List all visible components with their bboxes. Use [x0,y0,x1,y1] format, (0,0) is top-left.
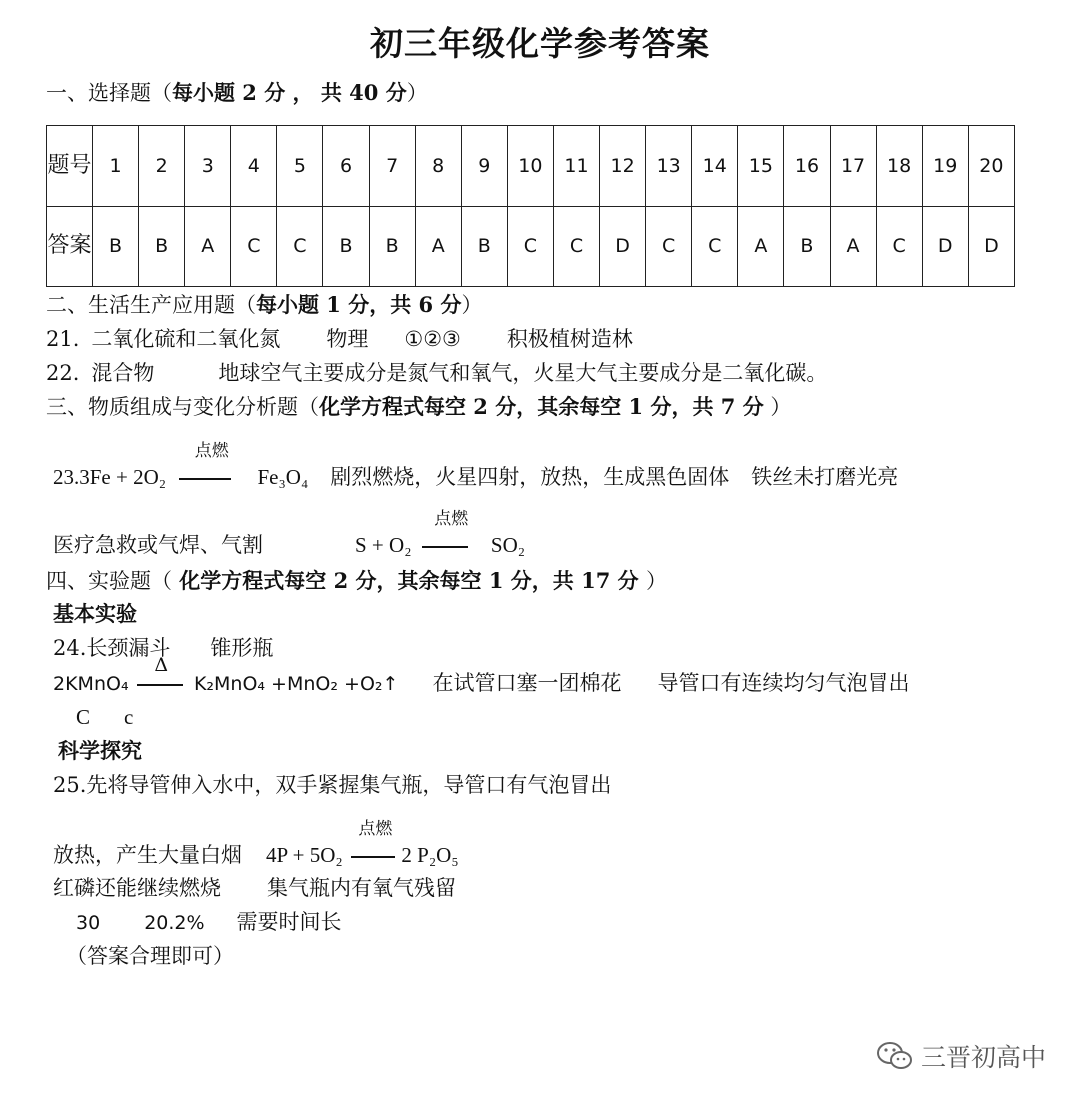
question-number-cell: 5 [277,126,323,207]
section3-heading: 三、物质组成与变化分析题（化学方程式每空 2 分，其余每空 1 分，共 7 分 ） [46,394,792,419]
question-number-cell: 20 [968,126,1014,207]
basic-experiment-heading: 基本实验 [53,601,137,626]
q24-line1: 24.长颈漏斗 锥形瓶 [53,636,274,660]
question-number-cell: 8 [415,126,461,207]
q23-line1: 23.3Fe + 2O₂ 点燃 Fe₃O₄ 剧烈燃烧，火星四射，放热，生成黑色固体 铁丝未打磨光亮 [53,441,899,489]
answer-cell: A [185,206,231,287]
watermark-text: 三晋初高中 [920,1043,1046,1072]
answer-header: 答案 [47,206,93,287]
answer-cell: C [507,206,553,287]
answer-cell: D [922,206,968,287]
question-number-cell: 6 [323,126,369,207]
q22-line: 22. 混合物 地球空气主要成分是氮气和氧气，火星大气主要成分是二氧化碳。 [46,361,828,385]
question-number-cell: 9 [461,126,507,207]
answer-cell: B [784,206,830,287]
question-number-cell: 13 [646,126,692,207]
question-number-cell: 18 [876,126,922,207]
question-number-cell: 15 [738,126,784,207]
question-number-header: 题号 [47,126,93,207]
question-number-cell: 16 [784,126,830,207]
answer-cell: C [646,206,692,287]
question-number-cell: 3 [185,126,231,207]
watermark [875,1038,1046,1074]
question-number-cell: 4 [231,126,277,207]
q24-line3: C c [76,705,134,729]
answer-cell: C [876,206,922,287]
answer-cell: C [553,206,599,287]
question-number-cell: 7 [369,126,415,207]
answer-cell: D [968,206,1014,287]
question-number-cell: 14 [692,126,738,207]
q21-line: 21. 二氧化硫和二氧化氮 物理 ①②③ 积极植树造林 [46,327,633,351]
page-title: 初三年级化学参考答案 [370,24,710,63]
answer-cell: A [830,206,876,287]
question-number-cell: 12 [600,126,646,207]
q25-line3: 红磷还能继续燃烧 集气瓶内有氧气残留 [53,876,456,900]
question-number-cell: 19 [922,126,968,207]
answer-cell: B [139,206,185,287]
answer-cell: A [738,206,784,287]
answer-cell: C [277,206,323,287]
answer-cell: D [600,206,646,287]
answer-cell: C [692,206,738,287]
answer-cell: B [369,206,415,287]
answer-cell: A [415,206,461,287]
answer-note: （答案合理即可） [66,944,234,968]
q24-line2: 2KMnO₄ Δ K₂MnO₄ +MnO₂ +O₂↑ 在试管口塞一团棉花 导管口有连续均匀气泡冒出 [53,654,910,695]
q23-line2: 医疗急救或气焊、气割 S + O₂ 点燃 SO₂ [53,509,526,557]
question-number-cell: 11 [553,126,599,207]
q25-line1: 25.先将导管伸入水中，双手紧握集气瓶，导管口有气泡冒出 [53,773,612,797]
table-row [47,126,1015,207]
wechat-icon [875,1039,915,1073]
answer-cell: B [93,206,139,287]
section4-heading: 四、实验题（ 化学方程式每空 2 分，其余每空 1 分，共 17 分 ） [46,568,667,593]
answer-table [46,125,1015,287]
section1-heading: 一、选择题（每小题 2 分 ， 共 40 分） [46,80,428,105]
section2-heading: 二、生活生产应用题（每小题 1 分，共 6 分） [46,292,483,317]
answer-cell: B [323,206,369,287]
question-number-cell: 1 [93,126,139,207]
answer-cell: C [231,206,277,287]
q25-line2: 放热，产生大量白烟 4P + 5O₂ 点燃 2 P₂O₅ [53,819,459,867]
table-row [47,206,1015,287]
question-number-cell: 10 [507,126,553,207]
science-inquiry-heading: 科学探究 [58,738,142,763]
q25-line4: 30 20.2% 需要时间长 [76,910,342,934]
question-number-cell: 17 [830,126,876,207]
question-number-cell: 2 [139,126,185,207]
answer-cell: B [461,206,507,287]
